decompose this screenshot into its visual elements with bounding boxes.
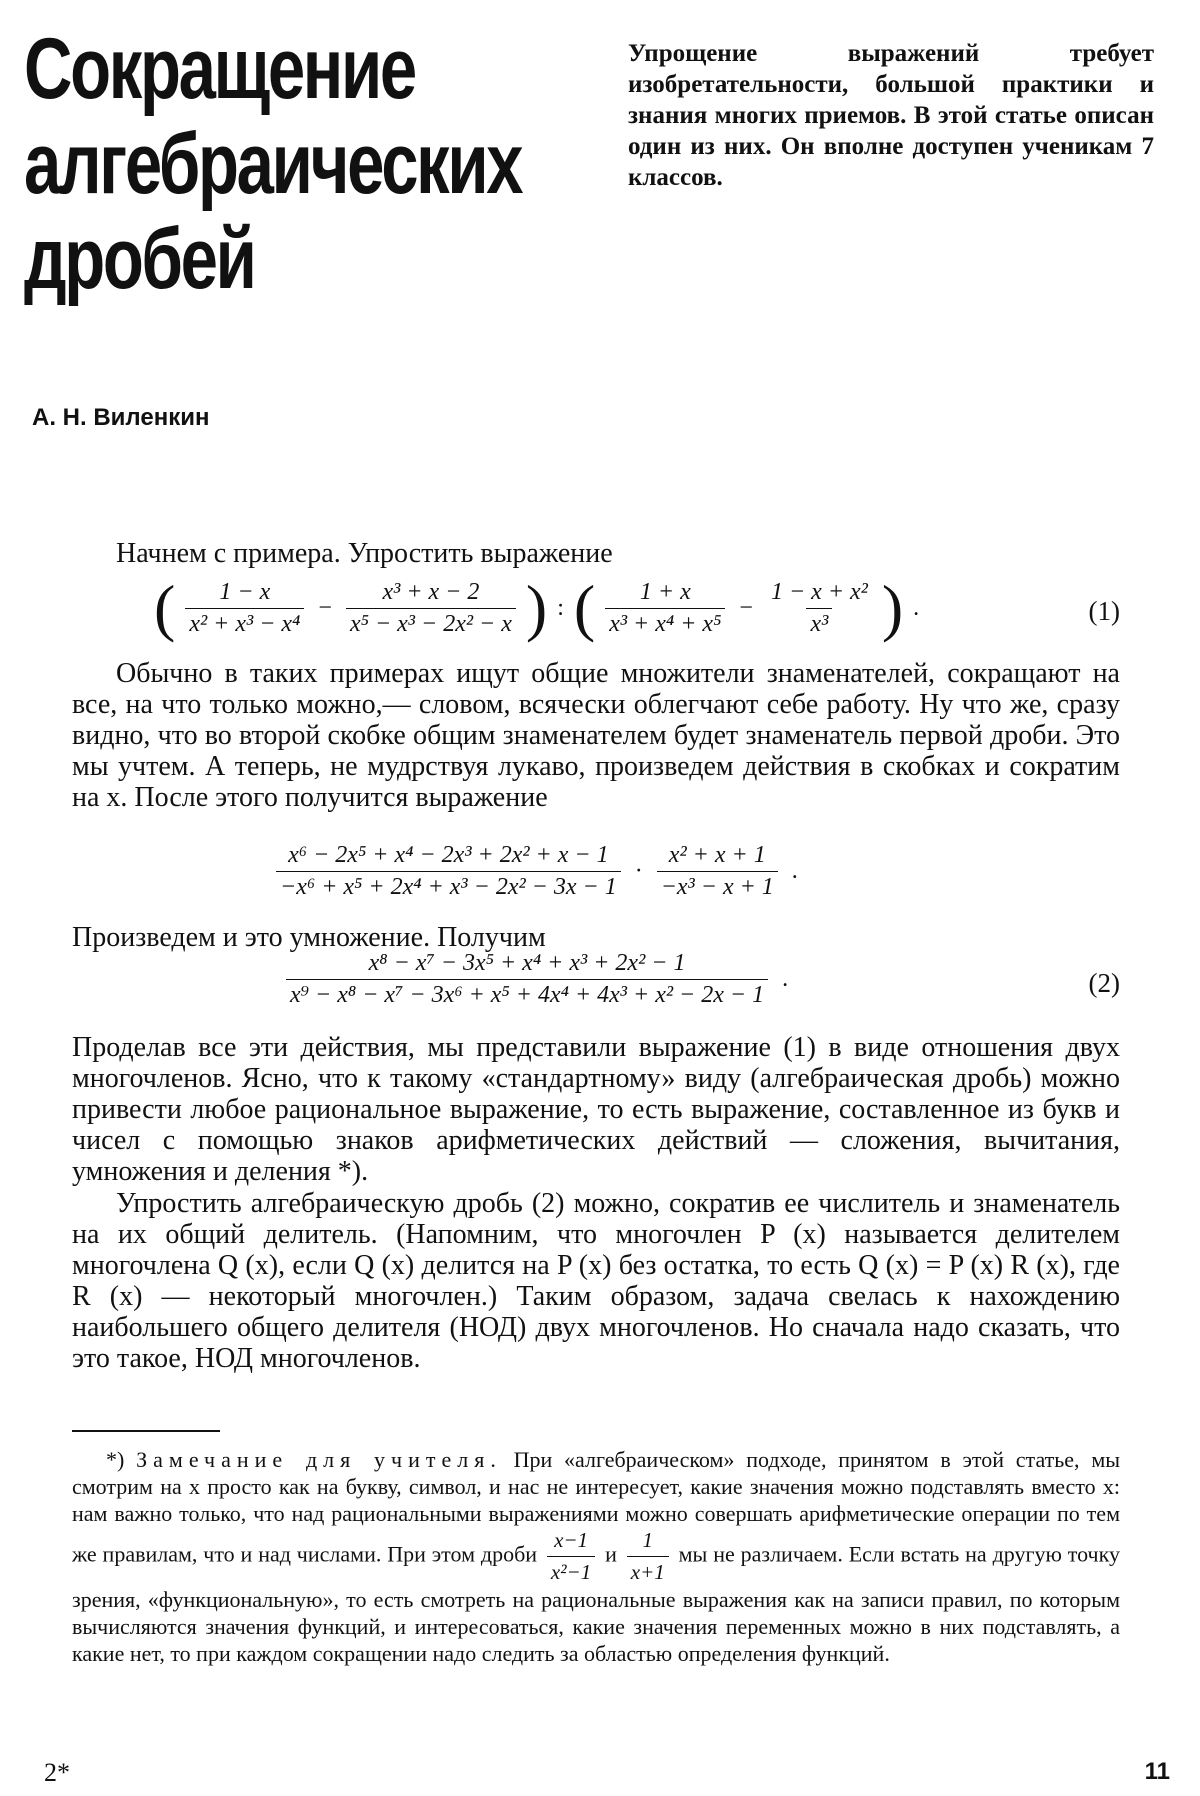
footnote-fraction-b: [627, 1527, 669, 1586]
eq1-f1-numerator: 1 − x: [219, 578, 271, 605]
page-number: 11: [1144, 1758, 1170, 1785]
equation-2: [72, 950, 1120, 1016]
minus-sign: −: [739, 594, 753, 621]
paragraph-3: Проделав все эти действия, мы представили выражение (1) в виде отношения двух многочленов. Ясно, что к такому «стандартному» виду (алгебраическая дробь) можно привести любое рациональное выражение, то есть выражение, составленное из букв и чисел с помощью знаков арифметических действий — сложения, вычитания, умножения и деления *).: [72, 1032, 1120, 1187]
paragraph-1: Обычно в таких примерах ищут общие множители знаменателей, сокращают на все, на что только можно,— словом, всячески облегчают себе работу. Ну что же, сразу видно, что во второй скобке общим знаменателем будет знаменатель первой дроби. Это мы учтем. А теперь, не мудрствуя лукаво, произведем действия в скобках и сократим на x. После этого получится выражение: [72, 658, 1120, 813]
paragraph-4: Упростить алгебраическую дробь (2) можно, сократив ее числитель и знаменатель на их общий делитель. (Напомним, что многочлен P (x) называется делителем многочлена Q (x), если Q (x) делится на P (x) без остатка, то есть Q (x) = P (x) R (x), где R (x) — некоторый многочлен.) Таким образом, задача свелась к нахождению наибольшего общего делителя (НОД) двух многочленов. Но сначала надо сказать, что это такое, НОД многочленов.: [72, 1188, 1120, 1374]
footnote-fraction-a: [547, 1527, 595, 1586]
footnote-fb-numerator: 1: [642, 1528, 653, 1552]
eq1-fraction-1: [185, 579, 304, 638]
footnote-fb-denominator: x+1: [627, 1556, 669, 1586]
mid-f2-numerator: x² + x + 1: [668, 842, 766, 868]
article-title: [24, 21, 522, 307]
footnote-mark: *): [106, 1447, 125, 1472]
eq2-fraction: [286, 950, 768, 1009]
title-line-3: дробей: [24, 211, 255, 307]
title-line-1: Сокращение: [24, 21, 415, 117]
right-paren: ): [525, 572, 548, 643]
minus-sign: −: [318, 594, 332, 621]
mid-f1-denominator: −x⁶ + x⁵ + 2x⁴ + x³ − 2x² − 3x − 1: [276, 871, 621, 901]
eq1-f3-denominator: x³ + x⁴ + x⁵: [605, 608, 725, 638]
eq2-numerator: x⁸ − x⁷ − 3x⁵ + x⁴ + x³ + 2x² − 1: [368, 950, 686, 976]
eq1-fraction-2: [346, 579, 516, 638]
footnote-fa-numerator: x−1: [554, 1528, 589, 1552]
footnote-spaced-heading: Замечание для учителя.: [136, 1447, 502, 1472]
signature-mark: 2*: [44, 1758, 70, 1787]
intro-text: Начнем с примера. Упростить выражение: [116, 538, 613, 569]
equation-1: [72, 572, 1120, 652]
equation-number-2: (2): [1088, 968, 1120, 998]
eq1-f2-numerator: x³ + x − 2: [382, 578, 480, 605]
mid-fraction-1: [276, 842, 621, 901]
lead-paragraph: Упрощение выражений требует изобретательности, большой практики и знания многих приемов. В этой статье описан один из них. Он вполне доступен ученикам 7 классов.: [628, 40, 1154, 191]
equation-intermediate: [72, 842, 1120, 908]
left-paren: (: [573, 572, 596, 643]
eq1-f2-denominator: x⁵ − x³ − 2x² − x: [346, 608, 516, 638]
period: .: [791, 858, 798, 884]
footnote-text-1: При «алгебраическом» подходе, принятом в этой статье, мы смотрим на x просто как на букву, символ, и нас не интересует, какие значения можно подставлять вместо x: нам важно только, что над рациональными выражениями можно совершать арифметические операции по тем же правилам, что и над числами. При этом дроби: [72, 1447, 1121, 1567]
equation-number-1: (1): [1088, 596, 1120, 626]
eq1-f4-denominator: x³: [806, 608, 832, 638]
title-line-2: алгебраических: [24, 116, 522, 212]
footnote: [72, 1446, 1120, 1667]
paragraph-2: Произведем и это умножение. Получим: [72, 922, 546, 953]
eq1-f4-numerator: 1 − x + x²: [770, 578, 868, 605]
footnote-text-2: мы не различаем. Если встать на другую точку зрения, «функциональную», то есть смотреть на рациональные выражения как на записи правил, по которым вычисляются значения функций, и интересоваться, какие значения переменных можно в них подставлять, а какие нет, то при каждом сокращении надо следить за областью определения функций.: [72, 1541, 1120, 1666]
period: .: [782, 966, 789, 992]
eq2-denominator: x⁹ − x⁸ − x⁷ − 3x⁶ + x⁵ + 4x⁴ + 4x³ + x² − 2x − 1: [286, 979, 768, 1009]
period: .: [913, 594, 920, 621]
eq1-fraction-3: [605, 579, 725, 638]
division-sign: :: [557, 594, 564, 621]
mid-f1-numerator: x⁶ − 2x⁵ + x⁴ − 2x³ + 2x² + x − 1: [288, 842, 609, 868]
multiply-dot: ·: [634, 858, 643, 884]
mid-f2-denominator: −x³ − x + 1: [657, 871, 778, 901]
eq1-f3-numerator: 1 + x: [639, 578, 691, 605]
footnote-divider: [72, 1430, 220, 1432]
mid-fraction-2: [657, 842, 778, 901]
author: А. Н. Виленкин: [32, 404, 210, 431]
footnote-and: и: [605, 1541, 617, 1567]
right-paren: ): [881, 572, 904, 643]
eq1-fraction-4: [767, 579, 872, 638]
eq1-f1-denominator: x² + x³ − x⁴: [185, 608, 304, 638]
left-paren: (: [154, 572, 176, 643]
intro-paragraph: [72, 538, 1120, 569]
footnote-fa-denominator: x²−1: [547, 1556, 595, 1586]
